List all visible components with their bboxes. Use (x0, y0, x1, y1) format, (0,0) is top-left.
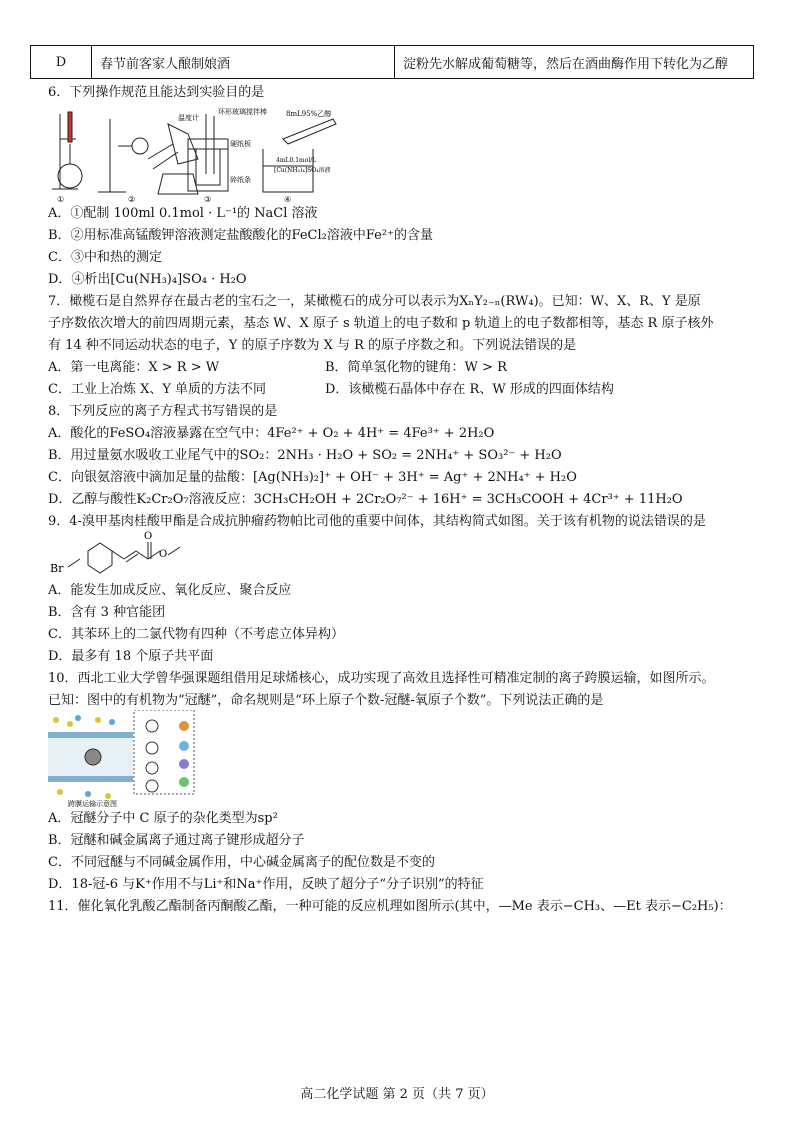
q9-option-d: D．最多有 18 个原子共平面 (48, 649, 214, 664)
page-footer: 高二化学试题 第 2 页（共 7 页） (300, 1087, 494, 1102)
q11-stem: 11．催化氧化乳酸乙酯制备丙酮酸乙酯，一种可能的反应机理如图所示(其中，—Me 表示−CH₃、—Et 表示−C₂H₅)： (48, 899, 732, 914)
q7-option-c: C．工业上冶炼 X、Y 单质的方法不同 (48, 382, 267, 397)
svg-text:O: O (144, 531, 153, 542)
svg-text:温度计: 温度计 (178, 114, 199, 122)
svg-text:碎纸条: 碎纸条 (230, 176, 251, 184)
q9-option-a: A．能发生加成反应、氧化反应、聚合反应 (48, 583, 292, 598)
q6-apparatus-figure (48, 104, 348, 204)
q8-option-b: B．用过量氨水吸收工业尾气中的SO₂：2NH₃ · H₂O + SO₂ = 2NH₄⁺ + SO₃²⁻ + H₂O (48, 448, 562, 463)
apparatus-burette (98, 119, 198, 194)
svg-text:④: ④ (284, 195, 292, 204)
svg-text:硬纸板: 硬纸板 (230, 140, 251, 148)
answer-table-row (30, 45, 754, 79)
q6-option-a: A．①配制 100ml 0.1mol · L⁻¹的 NaCl 溶液 (48, 206, 318, 221)
svg-text:[Cu(NH₃)₄]SO₄溶液: [Cu(NH₃)₄]SO₄溶液 (274, 167, 331, 174)
q10-membrane-figure (48, 710, 208, 808)
svg-text:③: ③ (204, 195, 212, 204)
q8-stem: 8．下列反应的离子方程式书写错误的是 (48, 404, 278, 419)
q10-option-b: B．冠醚和碱金属离子通过离子键形成超分子 (48, 833, 305, 848)
svg-text:环形玻璃搅拌棒: 环形玻璃搅拌棒 (218, 108, 267, 116)
apparatus-beaker (263, 119, 336, 192)
table-cell-option: D (31, 46, 92, 79)
q7-option-a: A．第一电离能：X > R > W (48, 360, 220, 375)
q10-option-a: A．冠醚分子中 C 原子的杂化类型为sp² (48, 811, 278, 826)
q7-stem-line3: 有 14 种不同运动状态的电子，Y 的原子序数为 X 与 R 的原子序数之和。下列说法错误的是 (48, 338, 577, 353)
table-cell-activity: 春节前客家人酿制娘酒 (92, 46, 395, 79)
q10-option-d: D．18-冠-6 与K⁺作用不与Li⁺和Na⁺作用，反映了超分子“分子识别”的特征 (48, 877, 484, 892)
svg-text:Br: Br (50, 562, 64, 575)
svg-text:②: ② (128, 195, 136, 204)
q9-option-b: B．含有 3 种官能团 (48, 605, 166, 620)
apparatus-volumetric-flask (52, 112, 82, 189)
svg-text:跨膜运输示意图: 跨膜运输示意图 (68, 800, 117, 808)
q7-option-b: B．简单氢化物的键角：W > R (325, 360, 507, 375)
svg-text:①: ① (57, 195, 65, 204)
q9-stem: 9．4-溴甲基肉桂酸甲酯是合成抗肿瘤药物帕比司他的重要中间体，其结构简式如图。关于该有机物的说法错误的是 (48, 514, 706, 529)
q10-option-c: C．不同冠醚与不同碱金属作用，中心碱金属离子的配位数是不变的 (48, 855, 435, 870)
q10-stem-line1: 10．西北工业大学曾华强课题组借用足球烯核心，成功实现了高效且选择性可精准定制的离子跨膜运输，如图所示。 (48, 671, 715, 686)
q6-option-b: B．②用标准高锰酸钾溶液测定盐酸酸化的FeCl₂溶液中Fe²⁺的含量 (48, 228, 433, 243)
q6-stem: 6．下列操作规范且能达到实验目的是 (48, 85, 265, 100)
q8-option-d: D．乙醇与酸性K₂Cr₂O₇溶液反应：3CH₃CH₂OH + 2Cr₂O₇²⁻ + 16H⁺ = 3CH₃COOH + 4Cr³⁺ + 11H₂O (48, 492, 683, 507)
q8-option-a: A．酸化的FeSO₄溶液暴露在空气中：4Fe²⁺ + O₂ + 4H⁺ = 4Fe³⁺ + 2H₂O (48, 426, 495, 441)
q10-stem-line2: 已知：图中的有机物为“冠醚”，命名规则是“环上原子个数-冠醚-氧原子个数”。下列说法正确的是 (48, 693, 604, 708)
q7-option-d: D．该橄榄石晶体中存在 R、W 形成的四面体结构 (325, 382, 614, 397)
q7-stem-line2: 子序数依次增大的前四周期元素，基态 W、X 原子 s 轨道上的电子数和 p 轨道上的电子数都相等，基态 R 原子核外 (48, 316, 714, 331)
table-cell-explanation: 淀粉先水解成葡萄糖等，然后在酒曲酶作用下转化为乙醇 (395, 46, 754, 79)
q6-option-c: C．③中和热的测定 (48, 250, 162, 265)
svg-text:8mL95%乙醇: 8mL95%乙醇 (286, 110, 332, 118)
q6-option-d: D．④析出[Cu(NH₃)₄]SO₄ · H₂O (48, 272, 247, 287)
svg-text:O: O (159, 549, 168, 560)
q7-stem-line1: 7．橄榄石是自然界存在最古老的宝石之一，某橄榄石的成分可以表示为XₙY₂₋ₙ(RW₄)。已知：W、X、R、Y 是原 (48, 294, 701, 309)
svg-text:4mL0.1mol/L: 4mL0.1mol/L (276, 157, 317, 164)
q8-option-c: C．向银氨溶液中滴加足量的盐酸：[Ag(NH₃)₂]⁺ + OH⁻ + 3H⁺ = Ag⁺ + 2NH₄⁺ + H₂O (48, 470, 577, 485)
q9-option-c: C．其苯环上的二氯代物有四种（不考虑立体异构） (48, 627, 344, 642)
q9-structure-figure (48, 527, 198, 577)
